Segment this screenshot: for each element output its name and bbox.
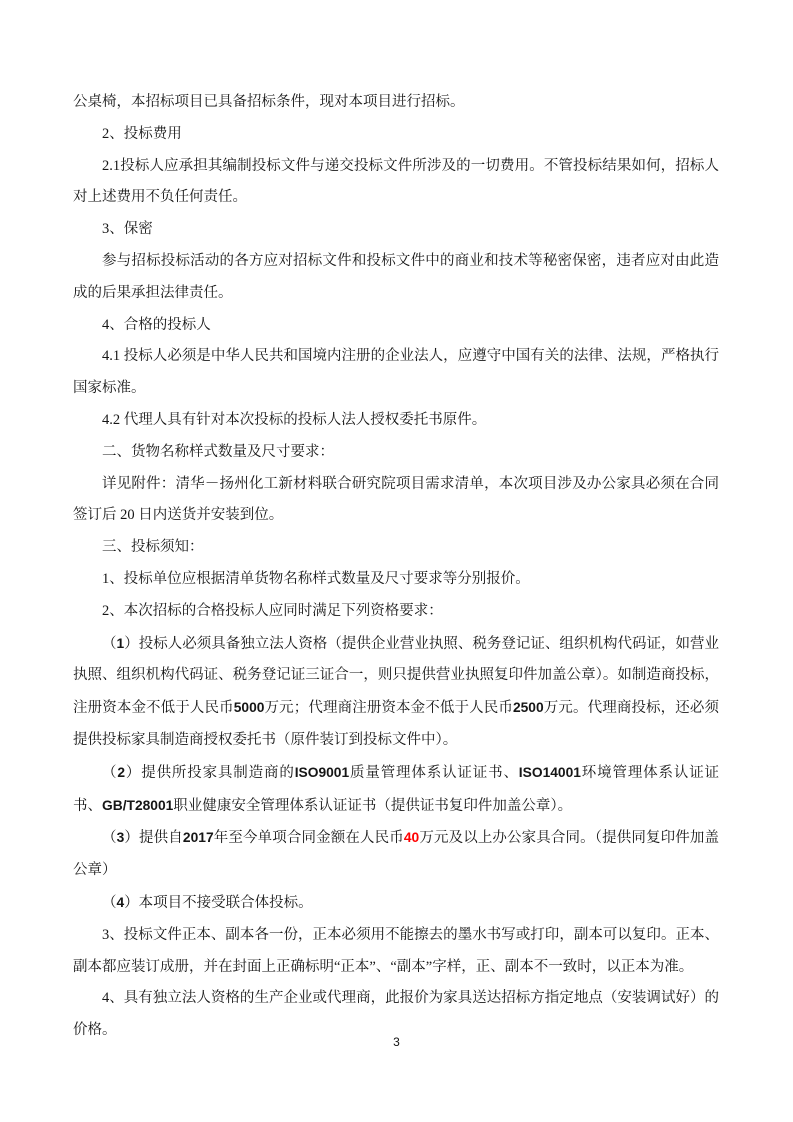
text-run: 4、具有独立法人资格的生产企业或代理商，此报价为家具送达招标方指定地点（安装调试好）的价格。 [73, 990, 719, 1039]
western-text-run: 1 [116, 635, 125, 651]
text-run: （ [102, 894, 117, 911]
paragraph [73, 310, 719, 342]
paragraph [73, 564, 719, 596]
text-run: 参与招标投标活动的各方应对招标文件和投标文件中的商业和技术等秘密保密，违者应对由此造成的后果承担法律责任。 [73, 252, 719, 301]
text-run: ）提供所投家具制造商的 [125, 764, 295, 781]
text-run: 4.1 投标人必须是中华人民共和国境内注册的企业法人，应遵守中国有关的法律、法规，严格执行国家标准。 [73, 348, 719, 397]
paragraph [73, 246, 719, 310]
paragraph [73, 628, 719, 757]
text-run: 4、合格的投标人 [102, 316, 211, 333]
western-text-run: 2017 [182, 830, 214, 846]
text-run: （ [102, 830, 117, 847]
page-footer [0, 1035, 793, 1049]
text-run: 2、投标费用 [102, 125, 182, 142]
western-text-run: 3 [116, 830, 125, 846]
paragraph [73, 887, 719, 920]
paragraph [73, 341, 719, 405]
text-run: ）本项目不接受联合体投标。 [124, 894, 313, 911]
page-number: 3 [393, 1035, 400, 1049]
paragraph [73, 87, 719, 119]
document-body [73, 87, 719, 1047]
paragraph [73, 822, 719, 887]
paragraph [73, 151, 719, 215]
paragraph [73, 405, 719, 437]
text-run: 万元。代理商投标，还必须提供投标家具制造商授权委托书（原件装订到投标文件中）。 [73, 700, 720, 748]
text-run: 公桌椅，本招标项目已具备招标条件，现对本项目进行招标。 [73, 94, 465, 110]
paragraph [73, 437, 719, 469]
text-run: 3、投标文件正本、副本各一份，正本必须用不能擦去的墨水书写或打印，副本可以复印。正本、副本都应装订成册，并在封面上正确标明“正本”、“副本”字样，正、副本不一致时，以正本为准。 [73, 926, 719, 975]
paragraph [73, 532, 719, 564]
western-text-run: 2 [117, 764, 126, 780]
western-text-run: 2500 [512, 700, 544, 716]
text-run: 万元及以上办公家具合同。（提供同复印件加盖公章） [73, 830, 720, 879]
western-text-run: GB/T28001 [102, 797, 174, 813]
western-text-run: ISO9001 [294, 764, 350, 780]
paragraph [73, 214, 719, 246]
paragraph [73, 920, 719, 984]
text-run: 环境管理体系认证证书、 [73, 764, 720, 814]
text-run: 1、投标单位应根据清单货物名称样式数量及尺寸要求等分别报价。 [102, 570, 530, 587]
text-run: 万元；代理商注册资本金不低于人民币 [264, 700, 513, 717]
text-run: 3、保密 [102, 221, 153, 238]
paragraph [73, 596, 719, 628]
western-text-run: 5000 [233, 700, 265, 716]
text-run: 2.1投标人应承担其编制投标文件与递交投标文件所涉及的一切费用。不管投标结果如何，招标人对上述费用不负任何责任。 [73, 157, 719, 206]
paragraph [73, 119, 719, 151]
western-text-run: 4 [116, 894, 125, 910]
paragraph [73, 469, 719, 533]
text-run: 质量管理体系认证证书、 [349, 764, 519, 781]
western-text-run: ISO14001 [518, 764, 581, 780]
text-run: ）提供自 [124, 830, 183, 847]
text-run: 2、本次招标的合格投标人应同时满足下列资格要求： [102, 602, 443, 619]
text-run: 4.2 代理人具有针对本次投标的投标人法人授权委托书原件。 [102, 411, 487, 428]
text-run: 二、货物名称样式数量及尺寸要求： [102, 443, 334, 460]
text-run: 详见附件：清华－扬州化工新材料联合研究院项目需求清单，本次项目涉及办公家具必须在合同签订后 20 日内送货并安装到位。 [73, 475, 719, 524]
text-run: 年至今单项合同金额在人民币 [213, 830, 404, 847]
text-run: ）投标人必须具备独立法人资格（提供企业营业执照、税务登记证、组织机构代码证，如营业执照、组织机构代码证、税务登记证三证合一，则只提供营业执照复印件加盖公章）。如制造商投标，注册资本金不低于人民币 [73, 635, 720, 717]
text-run: （ [102, 764, 118, 781]
text-run: 职业健康安全管理体系认证证书（提供证书复印件加盖公章）。 [173, 797, 573, 814]
text-run: 三、投标须知： [102, 539, 204, 556]
text-run: （ [102, 635, 117, 652]
paragraph [73, 757, 719, 823]
highlight-red-text: 40 [403, 830, 420, 846]
